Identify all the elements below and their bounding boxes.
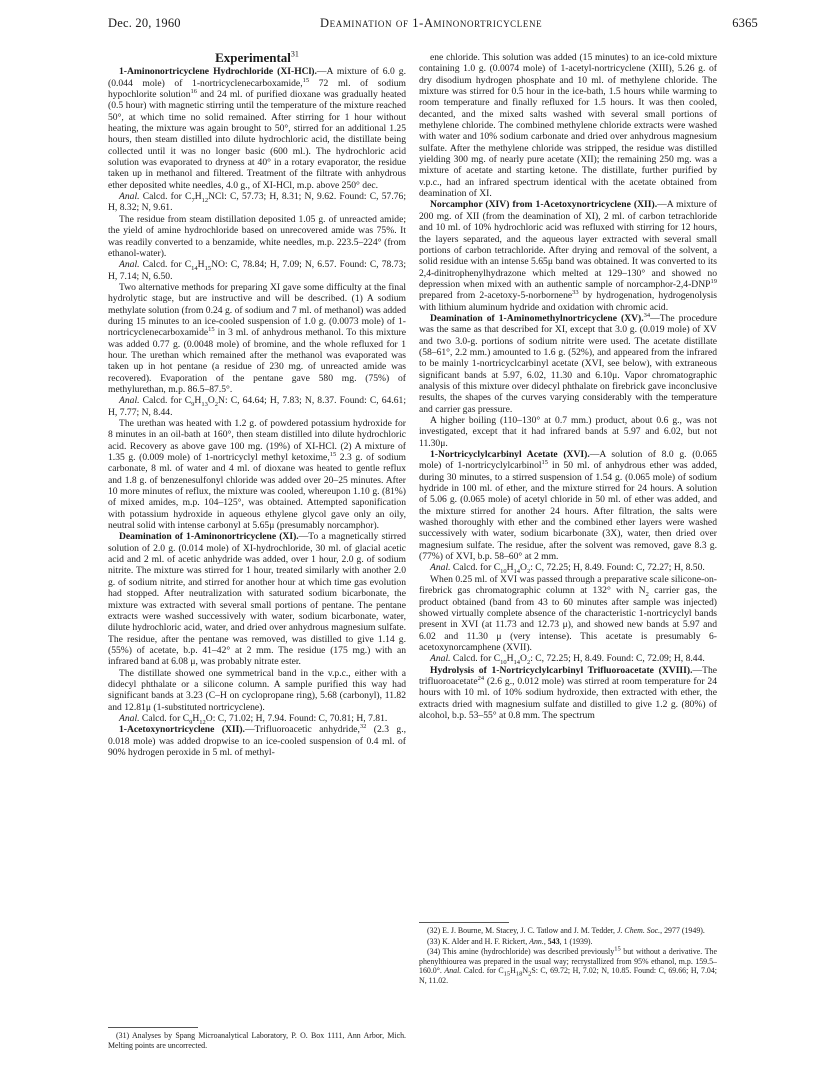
paragraph: When 0.25 ml. of XVI was passed through a preparative scale silicone-on-firebrick gas chromatographic column at 132° with $N_2$ carrier gas, the product obtained (band from 43 to 60 minutes after sample was injected) showed virtually complete absence of the characteristic 1-nortricyclyl bands present in XVI (at 11.73 and 12.73 μ), and showed new bands at 5.97 and 6.02 and 11.30 μ (very intense). This acetate is presumably 6-acetoxynorcamphene (XVII). [419,573,717,653]
running-head-title: Deamination of 1-Aminonortricyclene [320,16,543,30]
page-number: 6365 [732,16,758,30]
right-footnote-list [419,926,717,986]
paragraph: The distillate showed one symmetrical band in the v.p.c., either with a didecyl phthalate or a silicone column. A sample purified this way had significant bands at 3.23 (C–H on cyclopropane ring), 5.68 (carbonyl), 11.82 and 12.81μ (1-substituted nortricyclene). [108,667,406,713]
paragraph: The residue from steam distillation deposited 1.05 g. of unreacted amide; the yield of amine hydrochloride based on unrecovered amide was 75%. It was readily converted to a benzamide, white needles, m.p. 223.5–224° (from ethanol-water). [108,213,406,259]
paragraph: 1-Aminonortricyclene Hydrochloride (XI-HCl).—A mixture of 6.0 g. (0.044 mole) of 1-nortricyclenecarboxamide,$^{15}$ 72 ml. of sodium hypochlorite solution$^{16}$ and 24 ml. of purified dioxane was gradually heated (0.5 hour) with magnetic stirring until the temperature of the mixture reached 50°, at which time no solid remained. After stirring for 1 hour without heating, the mixture was again brought to 50°, stirred for an additional 1.25 hours, then steam distilled into dilute hydrochloric acid, the distillate being collected until it was no longer basic (600 ml.). The hydrochloric acid solution was evaporated to dryness at 40° in a rotary evaporator, the residue taken up in methanol and filtered. Treatment of the filtrate with anhydrous ether deposited white needles, 4.0 g., of XI-HCl, m.p. above 250° dec. [108,66,406,191]
left-footnotes [108,1022,406,1051]
paragraph: 1-Nortricyclylcarbinyl Acetate (XVI).—A solution of 8.0 g. (0.065 mole) of 1-nortricyclylcarbinol$^{15}$ in 50 ml. of anhydrous ether was added, during 30 minutes, to a stirred suspension of 1.54 g. (0.065 mole) of sodium hydride in 100 ml. of ether, and the mixture stirred for 24 hours. A solution of 5.06 g. (0.065 mole) of acetyl chloride in 50 ml. of ether was added, and the mixture stirred for another 24 hours. After filtration, the salts were washed thoroughly with ether and the combined ether layers were washed successively with water, sodium bicarbonate (3X), water, then dried over magnesium sulfate. The residue, after the solvent was removed, gave 8.3 g. (77%) of XVI, b.p. 58–60° at 2 mm. [419,449,717,563]
paragraph: Anal. Calcd. for $C_9H_{12}O$: C, 71.02; H, 7.94. Found: C, 70.81; H, 7.81. [119,712,388,726]
right-column [419,52,717,721]
right-paragraphs [419,52,717,721]
section-heading-text: Experimental [215,50,291,65]
paragraph: Two alternative methods for preparing XI gave some difficulty at the final hydrolytic stage, but are instructive and will be described. (1) A sodium methylate solution (from 0.24 g. of sodium and 7 ml. of methanol) was added during 15 minutes to an ice-cooled suspension of 1.0 g. (0.0073 mole) of 1-nortricyclenecarboxamide$^{15}$ in 3 ml. of anhydrous methanol. To this mixture was added 0.77 g. (0.0048 mole) of bromine, and the whole refluxed for 1 hour. The urethan which remained after the methanol was evaporated was taken up in hot pentane (a residue of 230 mg. of unreacted amide was recovered). Evaporation of the pentane gave 580 mg. (75%) of methylurethan, m.p. 86.5–87.5°. [108,281,406,395]
paragraph: Norcamphor (XIV) from 1-Acetoxynortricyclene (XII).—A mixture of 200 mg. of XII (from the deamination of XI), 2 ml. of carbon tetrachloride and 10 ml. of 10% hydrochloric acid was refluxed with stirring for 12 hours, the layers separated, and the aqueous layer extracted with several small portions of carbon tetrachloride. After drying and removal of the solvent, a solid residue with an intense 5.65μ band was obtained. It was converted to its 2,4-dinitrophenylhydrazone which melted at 129–130° and showed no depression when mixed with an authentic sample of norcamphor-2,4-DNP$^{19}$ prepared from 2-acetoxy-5-norbornene$^{33}$ by hydrogenation, hydrogenolysis with lithium aluminum hydride and oxidation with chromic acid. [419,199,717,313]
paragraph: Anal. Calcd. for $C_9H_{13}O_2N$: C, 64.64; H, 7.83; N, 8.37. Found: C, 64.61; H, 7.77; N, 8.44. [108,395,406,418]
footnote: (34) This amine (hydrochloride) was described previously$^{15}$ but without a derivative. The phenylthiourea was prepared in the usual way; recrystallized from 95% ethanol, m.p. 159.5–160.0°. Anal. Calcd. for $C_{15}H_{18}N_2S$: C, 69.72; H, 7.02; N, 10.85. Found: C, 69.66; H, 7.04; N, 11.02. [419,945,717,985]
paragraph: Hydrolysis of 1-Nortricyclylcarbinyl Trifluoroacetate (XVIII).—The trifluoroacetate$^{24}$ (2.6 g., 0.012 mole) was stirred at room temperature for 24 hours with 10 ml. of 10% sodium hydroxide, then extracted with ether, the extracts dried with magnesium sulfate and distilled to give 1.2 g. (80%) of alcohol, b.p. 53–55° at 0.8 mm. The spectrum [419,664,717,721]
paragraph: 1-Acetoxynortricyclene (XII).—Trifluoroacetic anhydride,$^{32}$ (2.3 g., 0.018 mole) was added dropwise to an ice-cooled suspension of 0.4 ml. of 90% hydrogen peroxide in 5 ml. of methyl- [108,723,406,758]
footnote-rule [108,1027,198,1028]
footnote-rule [419,922,509,923]
paragraph: A higher boiling (110–130° at 0.7 mm.) product, about 0.6 g., was not investigated, except that it had infrared bands at 5.97 and 6.02, but not 11.30μ. [419,415,717,449]
section-heading-footnote-ref: 31 [290,49,299,59]
paragraph: ene chloride. This solution was added (15 minutes) to an ice-cold mixture containing 1.0 g. (0.0074 mole) of 1-acetyl-nortricyclene (XIII), 5.26 g. of dry disodium hydrogen phosphate and 10 ml. of methylene chloride. The mixture was stirred for 0.5 hour in the ice-bath, 1.5 hours while warming to room temperature and finally refluxed for 1.5 hours. It was then cooled, decanted, and the mixed salts washed with several small portions of methylene chloride. The combined methylene chloride extracts were washed with water and 10% sodium carbonate and dried over anhydrous magnesium sulfate. After the methylene chloride was stripped, the residue was distilled yielding 300 mg. of nearly pure acetate (XII); the remaining 250 mg. was a mixture of acetate and starting ketone. The distillate, further purified by v.p.c., had an infrared spectrum identical with the acetate obtained from deamination of XI. [419,52,717,200]
paragraph: Deamination of 1-Aminonortricyclene (XI).—To a magnetically stirred solution of 2.0 g. (0.014 mole) of XI-hydrochloride, 30 ml. of glacial acetic acid and 2 ml. of acetic anhydride was added, over 1 hour, 2.0 g. of sodium nitrite. The mixture was stirred for 1 hour, treated similarly with another 2.0 g. of sodium nitrite, and stirred for another hour at which time gas evolution had stopped. After neutralization with saturated sodium bicarbonate, the mixture was extracted with several small portions of pentane. The pentane extracts were washed successively with water, sodium bicarbonate, water, dilute hydrochloric acid, water, and dried over anhydrous magnesium sulfate. The residue, after the pentane was removed, was distilled to give 1.14 g. (55%) of acetate, b.p. 41–42° at 2 mm. The residue (175 mg.) with an infrared band at 6.08 μ, was probably nitrate ester. [108,531,407,668]
footnote: (31) Analyses by Spang Microanalytical Laboratory, P. O. Box 1111, Ann Arbor, Mich. Melting points are uncorrected. [108,1031,406,1050]
left-footnote-list [108,1031,406,1050]
paragraph: Anal. Calcd. for $C_{10}H_{14}O_2$: C, 72.25; H, 8.49. Found: C, 72.27; H, 8.50. [430,562,705,576]
paragraph: Anal. Calcd. for $C_{10}H_{14}O_2$: C, 72.25; H, 8.49. Found: C, 72.09; H, 8.44. [430,653,705,667]
right-footnotes [419,917,717,987]
footnote: (32) E. J. Bourne, M. Stacey, J. C. Tatlow and J. M. Tedder, J. Chem. Soc., 2977 (1949). [427,926,705,935]
paragraph: Deamination of 1-Aminomethylnortricyclene (XV).$^{34}$—The procedure was the same as that described for XI, except that 3.0 g. (0.019 mole) of XV and two 3.0-g. portions of sodium nitrite were used. The acetate distillate (58–61°, 2.2 mm.) amounted to 1.6 g. (52%), and appeared from the infrared to be mainly 1-nortricyclcarbinyl acetate (XVI, see below), with extraneous significant bands at 5.97, 6.02, 11.30 and 6.10μ. Vapor chromatographic analysis of this mixture over didecyl phthalate on firebrick gave inconclusive results, the shapes of the curves varying considerably with the temperature and carrier gas pressure. [419,311,718,415]
footnote: (33) K. Alder and H. F. Rickert, Ann., 543, 1 (1939). [427,936,593,946]
paragraph: The urethan was heated with 1.2 g. of powdered potassium hydroxide for 8 minutes in an oil-bath at 160°, then steam distilled into dilute hydrochloric acid. Recovery as above gave 100 mg. (19%) of XI-HCl. (2) A mixture of 1.35 g. (0.009 mole) of 1-nortricyclyl methyl ketoxime,$^{15}$ 2.3 g. of sodium carbonate, 8 ml. of water and 4 ml. of dioxane was heated to gentle reflux and 1.8 g. of benzenesulfonyl chloride was added over 20–25 minutes. After 10 more minutes of reflux, the mixture was cooled, whereupon 1.10 g. (81%) of mixed amides, m.p. 104–125°, was obtained. Attempted saponification with potassium hydroxide in aqueous ethylene glycol gave only an oily, neutral solid with intense carbonyl at 5.65μ (presumably norcamphor). [108,418,406,532]
section-heading [108,49,406,65]
left-column [108,49,407,758]
paragraph: Anal. Calcd. for $C_{14}H_{15}NO$: C, 78.84; H, 7.09; N, 6.57. Found: C, 78.73; H, 7.14; N, 6.50. [108,259,406,282]
paragraph: Anal. Calcd. for $C_7H_{12}NCl$: C, 57.73; H, 8.31; N, 9.62. Found: C, 57.76; H, 8.32; N, 9.61. [108,191,406,214]
running-head-date: Dec. 20, 1960 [108,16,181,30]
left-paragraphs [108,66,406,758]
